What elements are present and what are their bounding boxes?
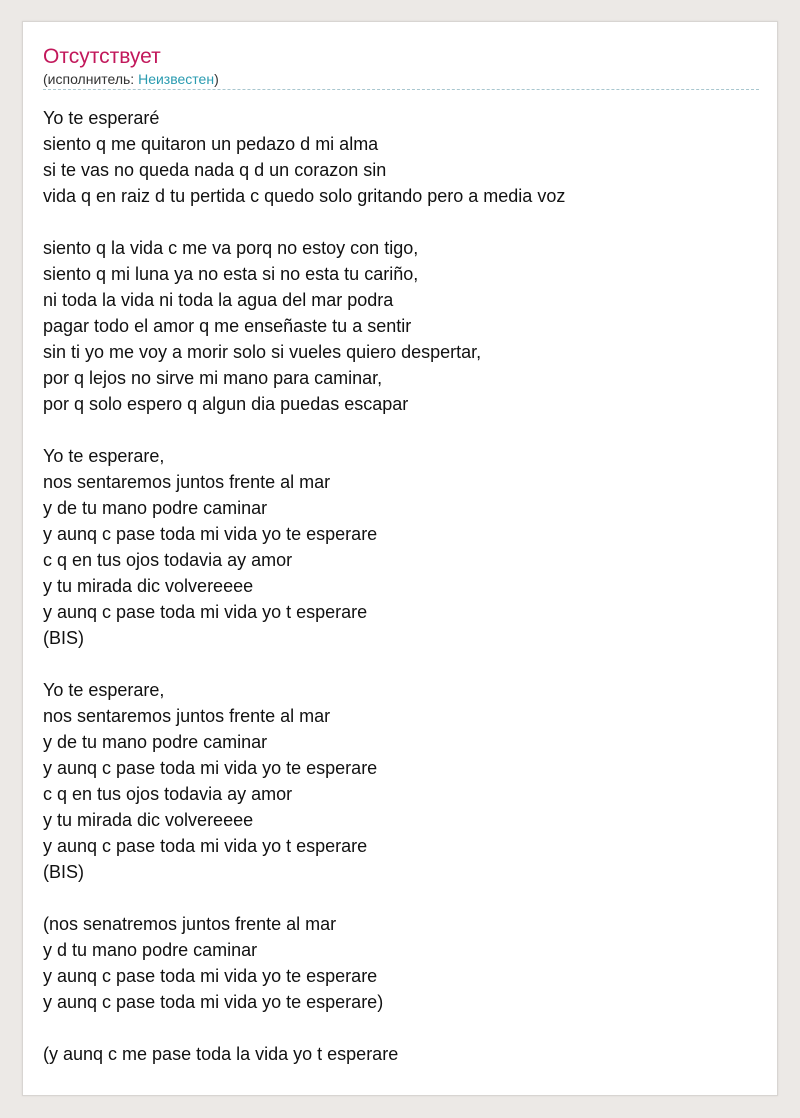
lyrics-line: y tu mirada dic volvereeee — [43, 810, 254, 830]
lyrics-line: (BIS) — [43, 628, 85, 648]
lyrics-text — [43, 105, 759, 1093]
lyrics-line: sin ti yo me voy a morir solo si vueles quiero despertar, — [43, 342, 482, 362]
lyrics-line: por q solo espero q algun dia puedas escapar — [43, 394, 409, 414]
lyrics-line: y aunq c pase toda mi vida yo te esperare — [43, 966, 378, 986]
lyrics-line: Yo te esperaré — [43, 108, 160, 128]
lyrics-line: nos sentaremos juntos frente al mar — [43, 706, 331, 726]
lyrics-line: y aunq c pase toda mi vida yo te esperare — [43, 758, 378, 778]
artist-prefix: (исполнитель: — [43, 71, 139, 87]
lyrics-line: c q en tus ojos todavia ay amor — [43, 550, 293, 570]
lyrics-line: pagar todo el amor q me enseñaste tu a sentir — [43, 316, 412, 336]
lyrics-line: y aunq c pase toda mi vida yo t esperare — [43, 836, 368, 856]
lyrics-line: siento q mi luna ya no esta si no esta tu cariño, — [43, 264, 419, 284]
lyrics-stanza — [43, 677, 759, 885]
lyrics-line: si te vas no queda nada q d un corazon sin — [43, 160, 387, 180]
artist-line — [43, 70, 759, 88]
lyrics-stanza — [43, 443, 759, 651]
lyrics-line: y d tu mano podre caminar — [43, 940, 258, 960]
artist-link[interactable]: Неизвестен — [138, 71, 215, 87]
lyrics-line: (y aunq c me pase toda la vida yo t esperare — [43, 1044, 399, 1064]
lyrics-stanza — [43, 911, 759, 1015]
song-title: Отсутствует — [43, 45, 161, 68]
artist-suffix: ) — [214, 71, 219, 87]
lyrics-line: Yo te esperare, — [43, 446, 165, 466]
lyrics-line: Yo te esperare, — [43, 680, 165, 700]
lyrics-line: y aunq c pase toda mi vida yo t esperare — [43, 602, 368, 622]
lyrics-line: vida q en raiz d tu pertida c quedo solo gritando pero a media voz — [43, 186, 566, 206]
lyrics-line: siento q me quitaron un pedazo d mi alma — [43, 134, 379, 154]
lyrics-line: y tu mirada dic volvereeee — [43, 576, 254, 596]
lyrics-line: por q lejos no sirve mi mano para caminar, — [43, 368, 383, 388]
lyrics-stanza — [43, 1041, 759, 1067]
lyrics-line: y de tu mano podre caminar — [43, 732, 268, 752]
lyrics-line: c q en tus ojos todavia ay amor — [43, 784, 293, 804]
lyrics-line: (nos senatremos juntos frente al mar — [43, 914, 337, 934]
lyrics-line: (BIS) — [43, 862, 85, 882]
lyrics-line: siento q la vida c me va porq no estoy con tigo, — [43, 238, 419, 258]
song-header — [43, 44, 759, 90]
lyrics-card — [22, 21, 778, 1096]
lyrics-line: ni toda la vida ni toda la agua del mar podra — [43, 290, 394, 310]
lyrics-line: y de tu mano podre caminar — [43, 498, 268, 518]
lyrics-line: y aunq c pase toda mi vida yo te esperare) — [43, 992, 384, 1012]
lyrics-line: y aunq c pase toda mi vida yo te esperare — [43, 524, 378, 544]
lyrics-stanza — [43, 105, 759, 209]
lyrics-stanza — [43, 235, 759, 417]
lyrics-line: nos sentaremos juntos frente al mar — [43, 472, 331, 492]
